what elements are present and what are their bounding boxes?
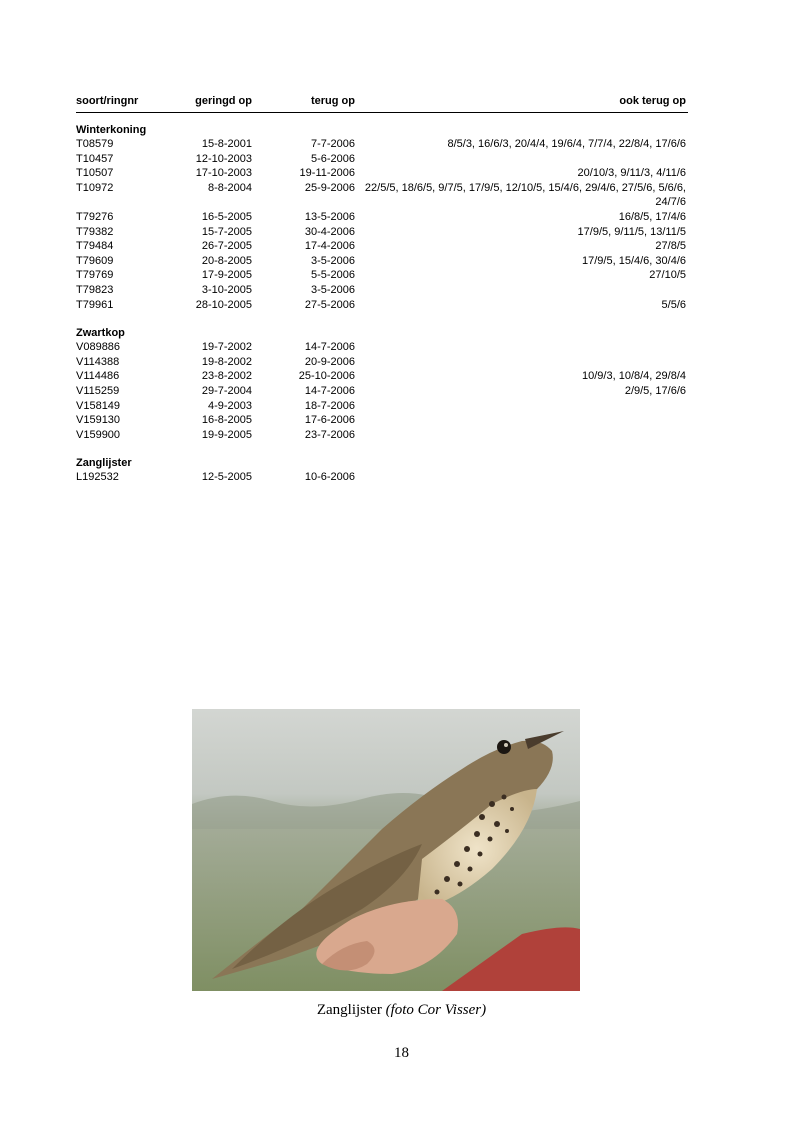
header-species-ring: soort/ringnr [76,95,139,107]
song-thrush-photo [192,709,580,991]
photo-caption [0,1002,803,1019]
ringed-date: 16-8-2005 [201,414,252,427]
ringed-date: 26-7-2005 [201,240,252,253]
ring-number: T79609 [76,254,114,267]
caption-species: Zanglijster [316,1002,382,1018]
species-group [76,456,688,485]
recapture-date: 5-5-2006 [310,269,355,282]
header-also-back-on: ook terug op [619,95,686,107]
recapture-date: 14-7-2006 [304,384,355,397]
other-recaptures: 8/5/3, 16/6/3, 20/4/4, 19/6/4, 7/7/4, 22/8/4, 17/6/6 [447,138,686,150]
table-row [76,225,688,240]
table-row [76,181,688,210]
ring-number: V114486 [76,370,120,383]
recapture-date: 7-7-2006 [310,138,355,150]
species-title: Zwartkop [76,327,125,340]
other-recaptures: 16/8/5, 17/4/6 [618,210,686,223]
recapture-date: 17-4-2006 [304,240,355,253]
ringed-date: 12-5-2005 [201,471,252,484]
recapture-date: 27-5-2006 [304,298,355,311]
ringed-date: 4-9-2003 [207,399,252,412]
ringed-date: 19-8-2002 [201,355,252,368]
other-recaptures: 20/10/3, 9/11/3, 4/11/6 [577,167,686,180]
recapture-date: 18-7-2006 [304,399,355,412]
ringed-date: 29-7-2004 [201,384,252,397]
ring-number: V159900 [76,428,121,441]
table-row [76,413,688,428]
other-recaptures: 22/5/5, 18/6/5, 9/7/5, 17/9/5, 12/10/5, 15/4/6, 29/4/6, 27/5/6, 5/6/6, 24/7/6 [364,181,686,209]
ring-number: V089886 [76,341,121,354]
caption-credit: (foto Cor Visser) [385,1002,487,1018]
ringed-date: 3-10-2005 [201,283,252,296]
table-row [76,340,688,355]
recapture-date: 17-6-2006 [304,414,355,427]
table-row [76,152,688,167]
recapture-date: 14-7-2006 [304,341,355,354]
ringed-date: 17-9-2005 [201,269,252,282]
ring-number: V158149 [76,399,121,412]
ring-number: T79276 [76,210,114,223]
table-header [76,92,688,113]
table-row [76,137,688,152]
ring-number: T08579 [76,138,114,150]
ringed-date: 19-7-2002 [201,341,252,354]
species-group [76,326,688,442]
table-row [76,428,688,443]
recapture-date: 25-10-2006 [298,370,355,383]
other-recaptures: 27/10/5 [649,269,686,282]
ringed-date: 28-10-2005 [195,298,252,311]
ringed-date: 19-9-2005 [201,428,252,441]
ring-number: T10507 [76,167,114,180]
table-row [76,283,688,298]
table-body [76,123,688,485]
recapture-date: 13-5-2006 [304,210,355,223]
table-row [76,355,688,370]
ringed-date: 15-8-2001 [201,138,252,150]
ring-number: L192532 [76,471,119,484]
other-recaptures: 5/5/6 [661,298,686,311]
ring-number: T10972 [76,181,114,194]
table-row [76,239,688,254]
recapture-date: 3-5-2006 [310,254,355,267]
ringing-table [76,92,688,485]
ringed-date: 12-10-2003 [195,152,252,165]
recapture-date: 20-9-2006 [304,355,355,368]
ring-number: T79382 [76,225,114,238]
ringed-date: 16-5-2005 [201,210,252,223]
header-back-on: terug op [311,95,355,107]
ring-number: T79961 [76,298,114,311]
species-group [76,123,688,312]
other-recaptures: 27/8/5 [655,240,686,253]
ring-number: V114388 [76,355,120,368]
ringed-date: 20-8-2005 [201,254,252,267]
recapture-date: 3-5-2006 [310,283,355,296]
ringed-date: 15-7-2005 [201,225,252,238]
recapture-date: 25-9-2006 [304,181,355,194]
table-row [76,166,688,181]
table-row [76,268,688,283]
table-row [76,298,688,313]
recapture-date: 5-6-2006 [310,152,355,165]
other-recaptures: 10/9/3, 10/8/4, 29/8/4 [582,370,686,383]
ringed-date: 17-10-2003 [195,167,252,180]
other-recaptures: 17/9/5, 15/4/6, 30/4/6 [582,254,686,267]
ring-number: T10457 [76,152,114,165]
recapture-date: 23-7-2006 [304,428,355,441]
table-row [76,210,688,225]
ringed-date: 23-8-2002 [201,370,252,383]
table-row [76,470,688,485]
header-ringed-on: geringd op [195,95,252,107]
recapture-date: 19-11-2006 [299,167,355,180]
other-recaptures: 17/9/5, 9/11/5, 13/11/5 [577,225,686,238]
table-row [76,369,688,384]
ring-number: V159130 [76,414,121,427]
bird-image [192,709,580,991]
table-row [76,399,688,414]
ring-number: T79769 [76,269,114,282]
ring-number: T79484 [76,240,114,253]
recapture-date: 10-6-2006 [304,471,355,484]
table-row [76,254,688,269]
ring-number: V115259 [76,384,120,397]
page-number: 18 [394,1045,409,1061]
recapture-date: 30-4-2006 [304,225,355,238]
table-row [76,384,688,399]
species-title: Winterkoning [76,124,147,136]
species-title: Zanglijster [76,457,132,470]
other-recaptures: 2/9/5, 17/6/6 [624,384,686,397]
ring-number: T79823 [76,283,114,296]
ringed-date: 8-8-2004 [207,181,252,194]
